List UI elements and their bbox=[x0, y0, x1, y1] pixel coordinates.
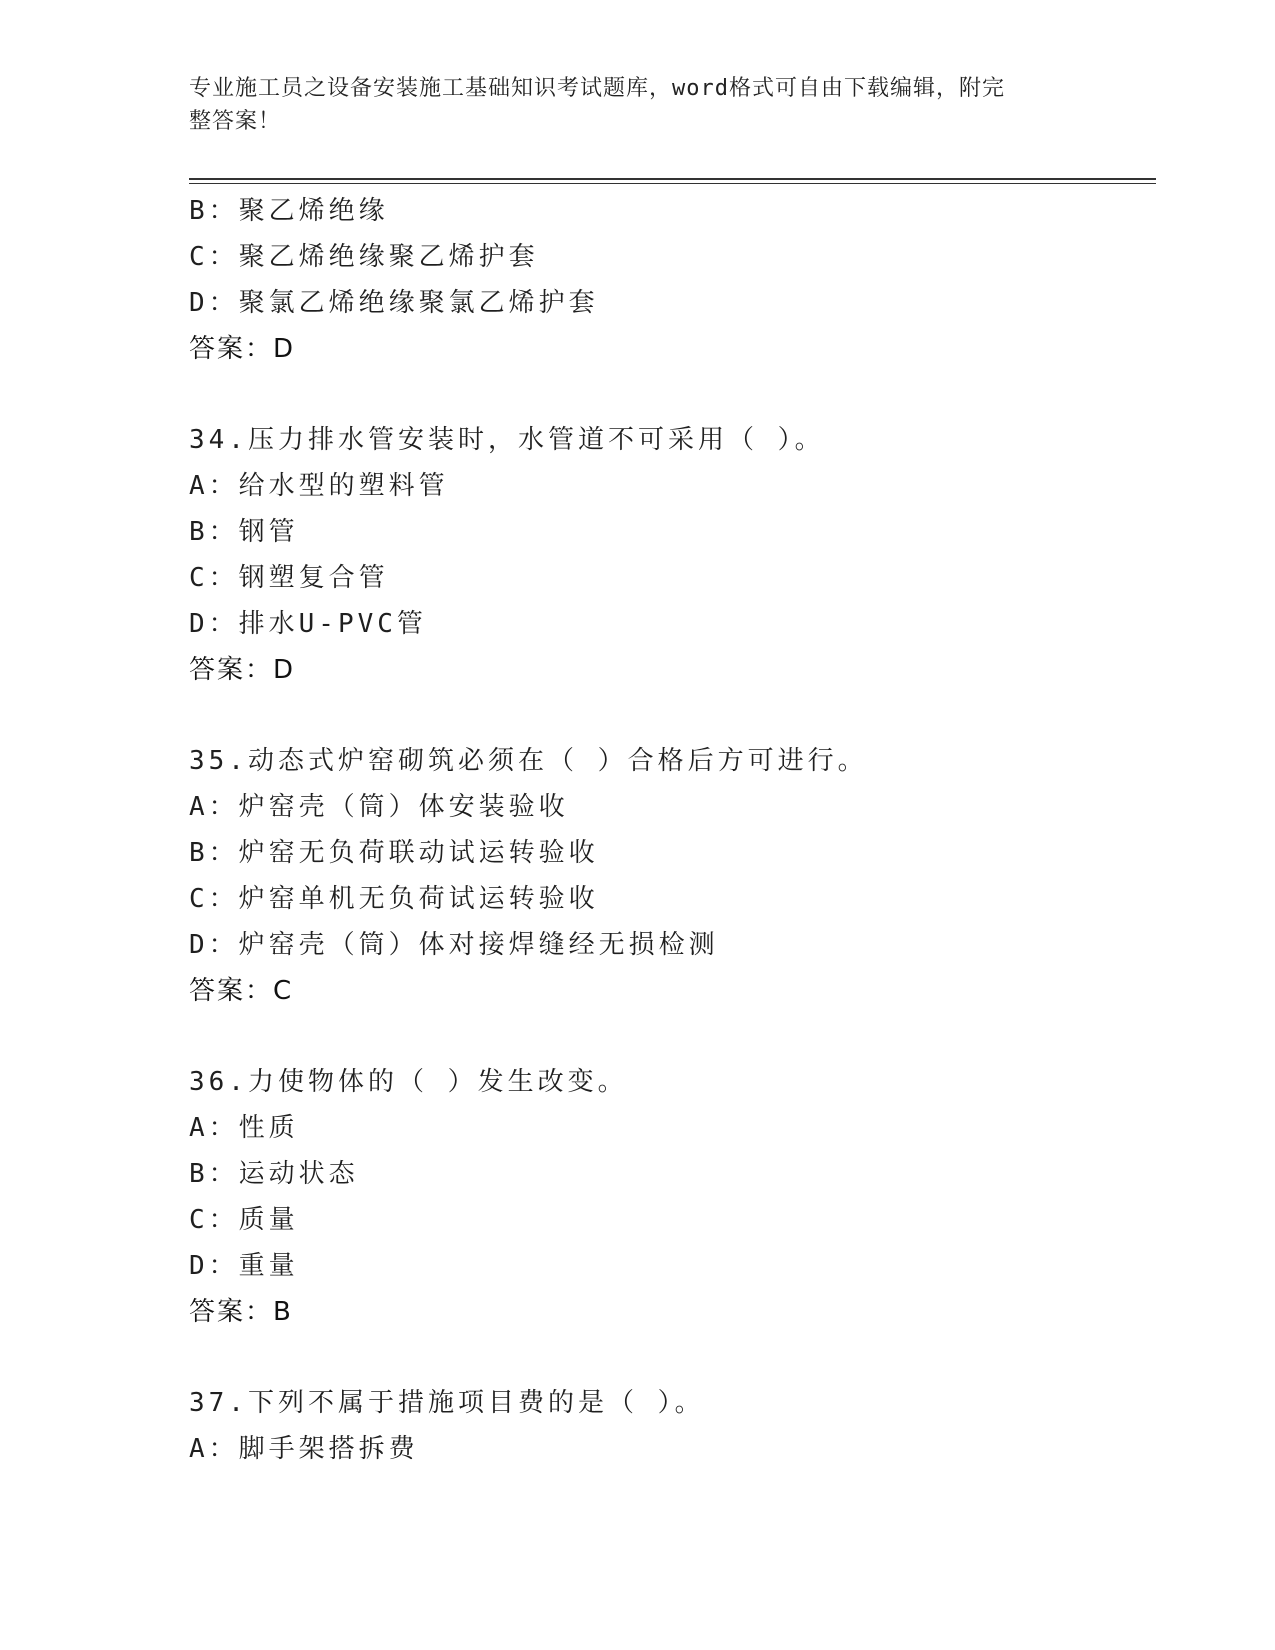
header-divider-thick bbox=[189, 178, 1156, 180]
option-b: B：钢管 bbox=[189, 517, 299, 547]
option-d: D：炉窑壳（筒）体对接焊缝经无损检测 bbox=[189, 930, 719, 960]
option-d: D：聚氯乙烯绝缘聚氯乙烯护套 bbox=[189, 288, 599, 318]
document-body bbox=[189, 188, 1156, 1472]
option-d: D：重量 bbox=[189, 1251, 299, 1281]
question-block-37 bbox=[189, 1380, 1156, 1472]
option-c: C：聚乙烯绝缘聚乙烯护套 bbox=[189, 242, 539, 272]
option-a: A：炉窑壳（筒）体安装验收 bbox=[189, 792, 569, 822]
option-c: C：质量 bbox=[189, 1205, 299, 1235]
option-b: B：运动状态 bbox=[189, 1159, 359, 1189]
answer-line: 答案：C bbox=[189, 976, 294, 1006]
option-a: A：给水型的塑料管 bbox=[189, 471, 449, 501]
question-stem: 34.压力排水管安装时，水管道不可采用（ ）。 bbox=[189, 425, 825, 455]
question-stem: 35.动态式炉窑砌筑必须在（ ）合格后方可进行。 bbox=[189, 746, 868, 776]
document-header bbox=[189, 72, 1069, 138]
question-stem: 36.力使物体的（ ）发生改变。 bbox=[189, 1067, 628, 1097]
answer-line: 答案：B bbox=[189, 1297, 293, 1327]
header-line-2: 整答案！ bbox=[189, 109, 282, 134]
answer-line: 答案：D bbox=[189, 655, 296, 685]
question-block-36 bbox=[189, 1059, 1156, 1335]
option-c: C：钢塑复合管 bbox=[189, 563, 389, 593]
question-block-34 bbox=[189, 417, 1156, 693]
option-b: B：聚乙烯绝缘 bbox=[189, 196, 389, 226]
question-stem: 37.下列不属于措施项目费的是（ ）。 bbox=[189, 1388, 705, 1418]
option-a: A：脚手架搭拆费 bbox=[189, 1434, 419, 1464]
question-block-33-continued bbox=[189, 188, 1156, 372]
answer-line: 答案：D bbox=[189, 334, 296, 364]
option-d: D：排水U-PVC管 bbox=[189, 609, 427, 639]
option-a: A：性质 bbox=[189, 1113, 299, 1143]
header-divider-thin bbox=[189, 183, 1156, 184]
option-c: C：炉窑单机无负荷试运转验收 bbox=[189, 884, 599, 914]
option-b: B：炉窑无负荷联动试运转验收 bbox=[189, 838, 599, 868]
question-block-35 bbox=[189, 738, 1156, 1014]
header-line-1: 专业施工员之设备安装施工基础知识考试题库，word格式可自由下载编辑，附完 bbox=[189, 76, 1005, 101]
